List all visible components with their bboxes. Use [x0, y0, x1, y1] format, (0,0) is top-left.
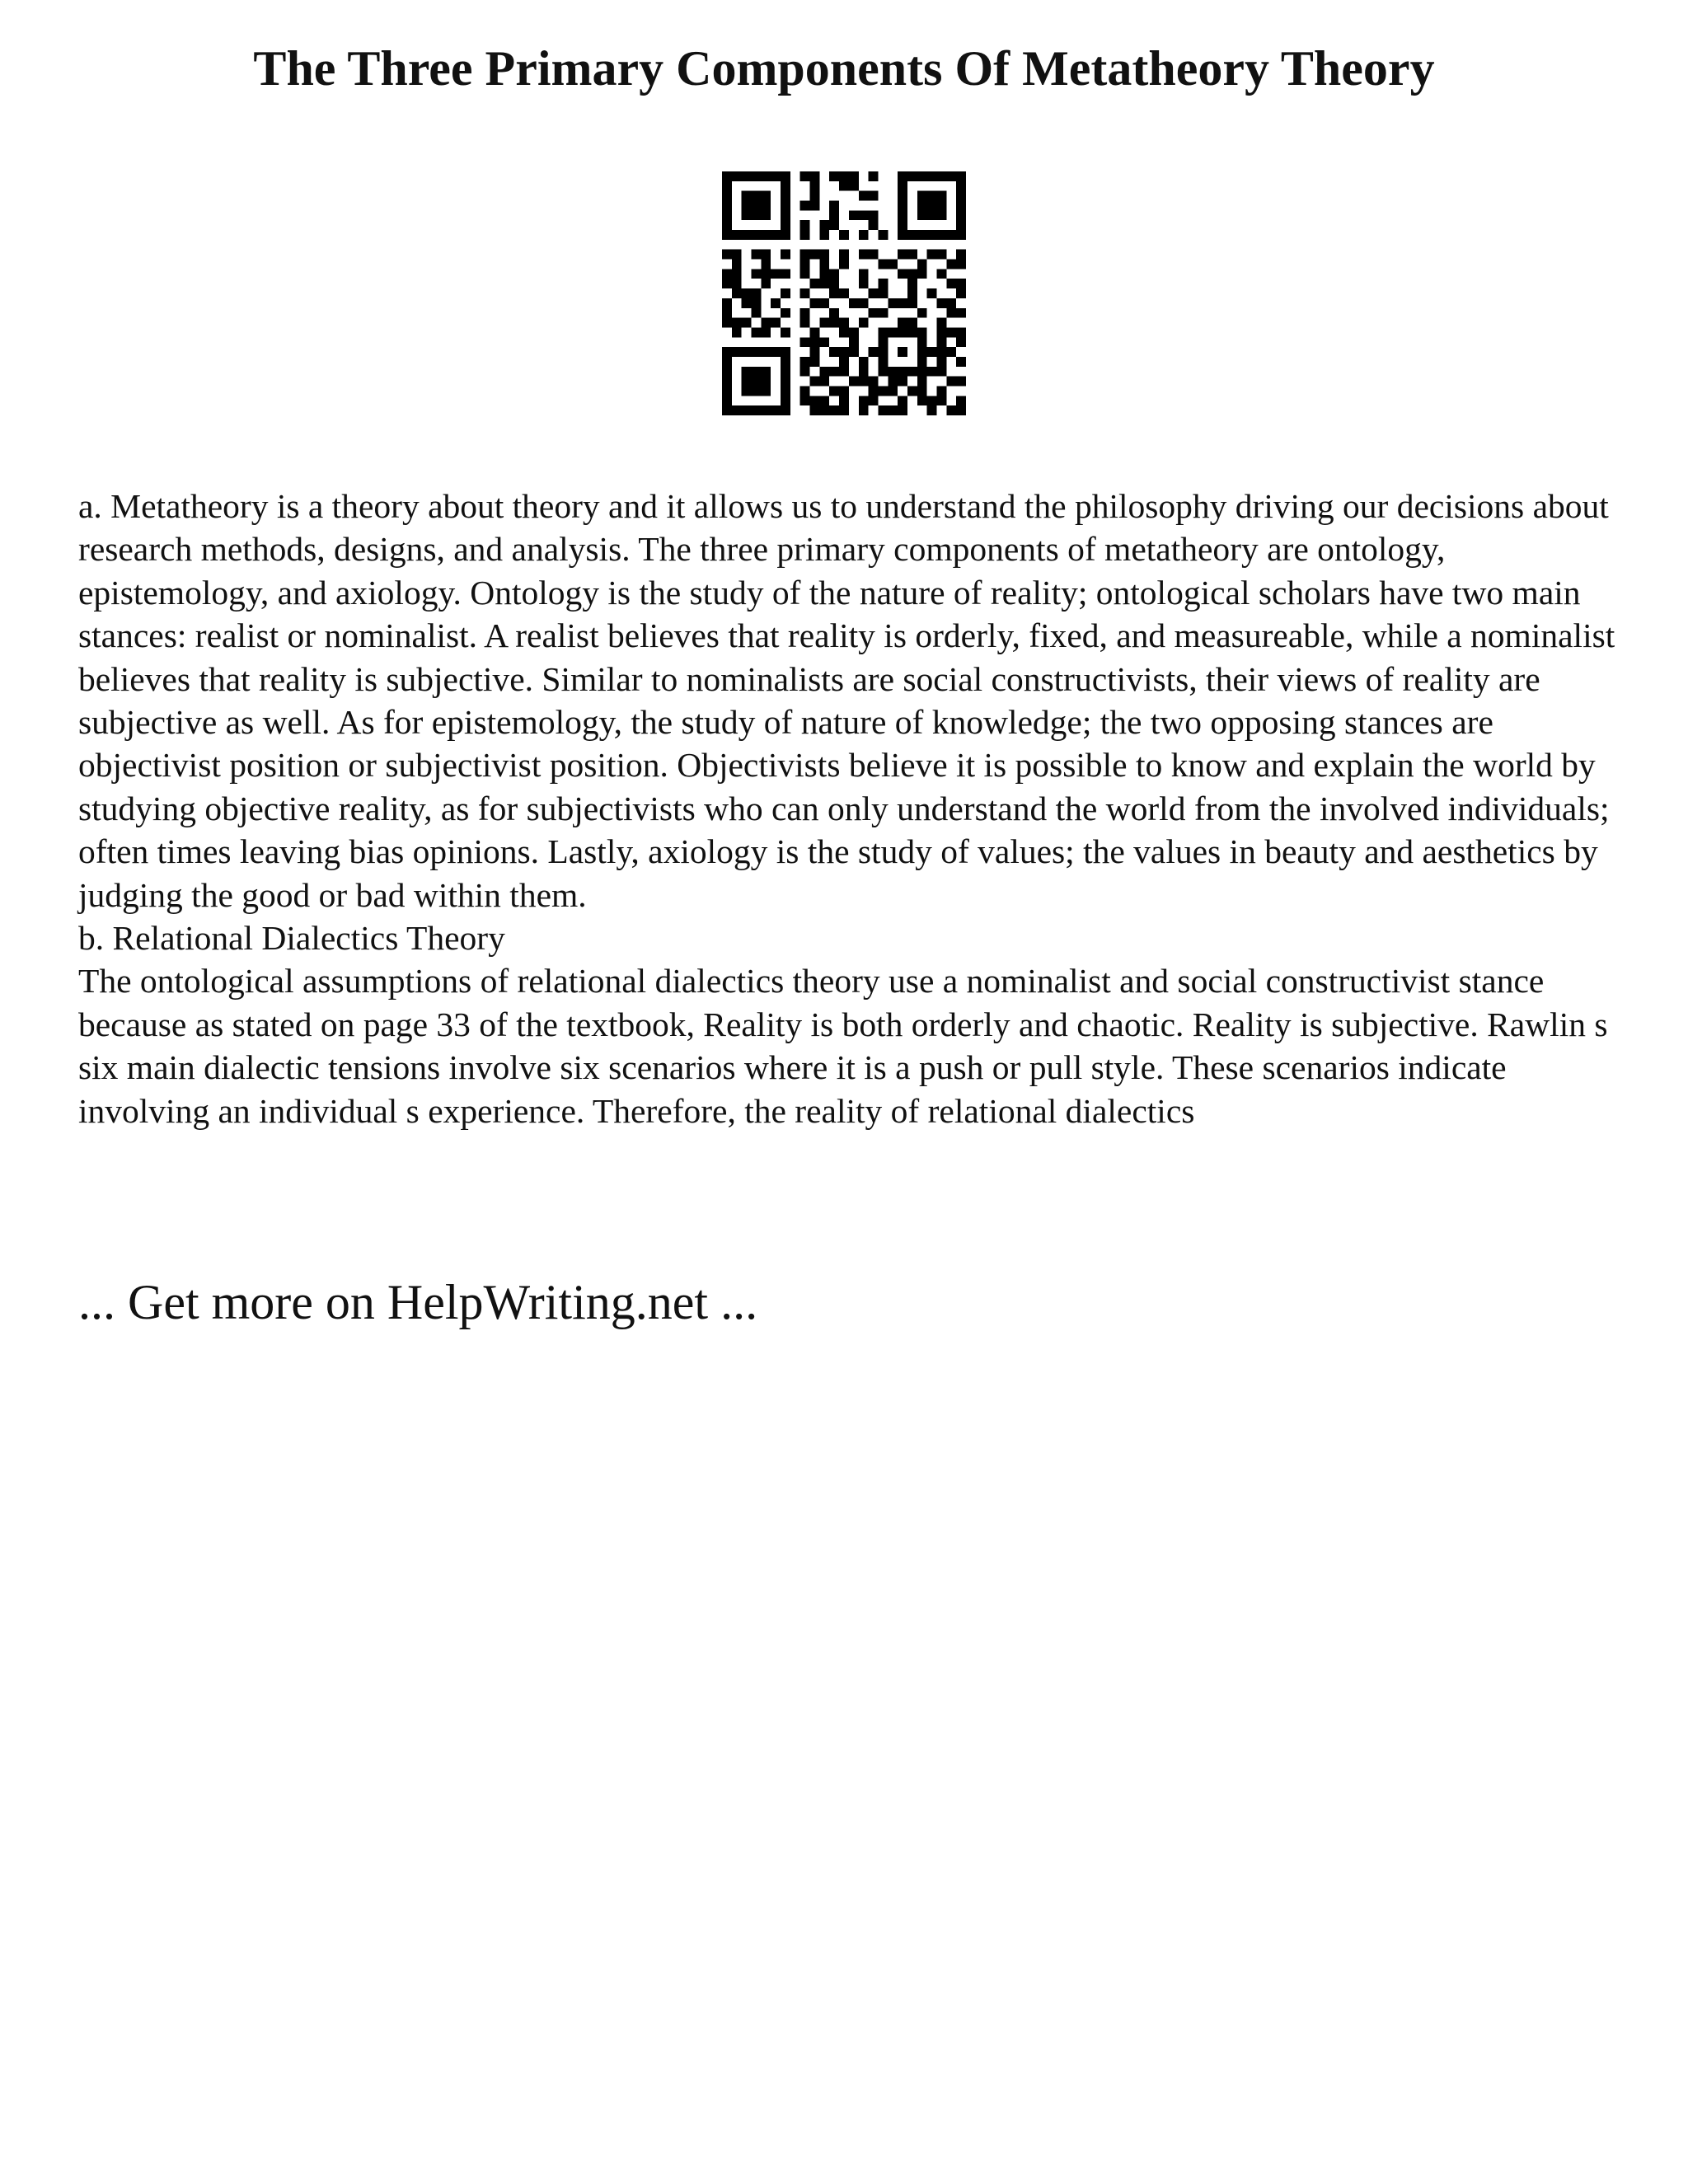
paragraph-relational-dialectics: The ontological assumptions of relational dialectics theory use a nominalist and social constructivist stance because as stated on page 33 of the textbook, Reality is both orderly and chaotic. Reality is subjective. Rawlin s six main dialectic tensions involve six scenarios where it is a push or pull style. These scenarios indicate involving an individual s experience. Therefore, the reality of relational dialectics: [78, 962, 1608, 1130]
qr-code: [722, 171, 966, 415]
get-more-link[interactable]: ... Get more on HelpWriting.net ...: [78, 1275, 758, 1329]
paragraph-metatheory: a. Metatheory is a theory about theory and it allows us to understand the philosophy driving our decisions about research methods, designs, and analysis. The three primary components of metatheory are ontology, epistemology, and axiology. Ontology is the study of the nature of reality; ontological scholars have two main stances: realist or nominalist. A realist believes that reality is orderly, fixed, and measureable, while a nominalist believes that reality is subjective. Similar to nominalists are social constructivists, their views of reality are subjective as well. As for epistemology, the study of nature of knowledge; the two opposing stances are objectivist position or subjectivist position. Objectivists believe it is possible to know and explain the world by studying objective reality, as for subjectivists who can only understand the world from the involved individuals; often times leaving bias opinions. Lastly, axiology is the study of values; the values in beauty and aesthetics by judging the good or bad within them.: [78, 487, 1615, 914]
article-body: [78, 485, 1644, 1132]
page-title: The Three Primary Components Of Metatheory Theory: [253, 41, 1435, 96]
section-heading-relational-dialectics: b. Relational Dialectics Theory: [78, 919, 505, 958]
qr-code-icon: [722, 171, 966, 415]
